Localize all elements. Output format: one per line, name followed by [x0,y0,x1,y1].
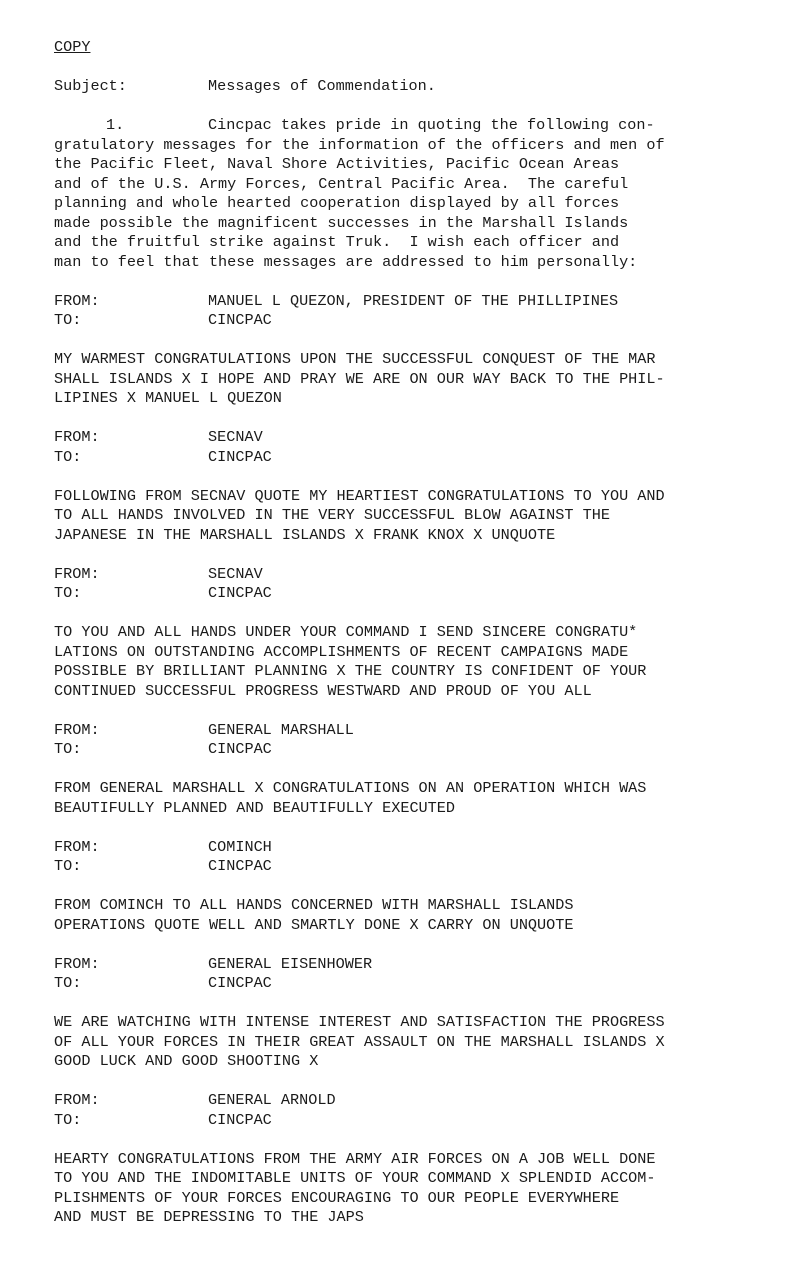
spacer [54,467,754,487]
from-row [54,721,754,741]
message-sender: GENERAL MARSHALL [208,720,354,739]
from-row-label: FROM: [54,428,100,446]
message-text-line: AND MUST BE DEPRESSING TO THE JAPS [54,1208,364,1226]
from-row [54,955,754,975]
message-text-line: SHALL ISLANDS X I HOPE AND PRAY WE ARE ON OUR WAY BACK TO THE PHIL- [54,369,665,388]
to-row [54,448,754,468]
message-text-line: FROM GENERAL MARSHALL X CONGRATULATIONS ON AN OPERATION WHICH WAS [54,779,647,797]
message-recipient: CINCPAC [208,740,272,758]
paragraph-number: 1. [106,116,125,134]
message-text-line: GOOD LUCK AND GOOD SHOOTING X [54,1052,319,1070]
spacer [54,818,754,838]
spacer [54,935,754,955]
message-text-line: TO ALL HANDS INVOLVED IN THE VERY SUCCESSFUL BLOW AGAINST THE [54,506,610,524]
message-text-line: TO YOU AND ALL HANDS UNDER YOUR COMMAND I SEND SINCERE CONGRATU* [54,623,638,641]
to-row-label: TO: [54,584,82,602]
spacer [54,701,754,721]
to-row-label: TO: [54,447,82,466]
from-row-label: FROM: [54,720,100,739]
message-sender: SECNAV [208,428,263,446]
message-block [54,545,754,701]
to-row-label: TO: [54,1110,82,1129]
intro-line: planning and whole hearted cooperation displayed by all forces [54,194,620,212]
message-recipient: CINCPAC [208,1110,272,1129]
spacer [54,1130,754,1150]
spacer [54,409,754,429]
message-text-line: CONTINUED SUCCESSFUL PROGRESS WESTWARD AND PROUD OF YOU ALL [54,681,592,700]
message-sender: GENERAL ARNOLD [208,1091,336,1109]
copy-label: COPY [54,38,91,56]
message-recipient: CINCPAC [208,584,272,602]
intro-line: and the fruitful strike against Truk. I wish each officer and [54,233,620,251]
message-block [54,272,754,409]
to-row-label: TO: [54,740,82,758]
spacer [54,97,754,117]
message-recipient: CINCPAC [208,974,272,992]
message-block [54,409,754,546]
message-text-line: OPERATIONS QUOTE WELL AND SMARTLY DONE X CARRY ON UNQUOTE [54,915,574,934]
to-row [54,740,754,760]
subject-label: Subject: [54,77,127,95]
from-row [54,1091,754,1111]
intro-line: man to feel that these messages are addressed to him personally: [54,252,638,271]
from-row [54,428,754,448]
message-text-line: PLISHMENTS OF YOUR FORCES ENCOURAGING TO OUR PEOPLE EVERYWHERE [54,1188,620,1207]
message-sender: GENERAL EISENHOWER [208,954,373,973]
from-row-label: FROM: [54,564,100,583]
message-sender: MANUEL L QUEZON, PRESIDENT OF THE PHILLIPINES [208,291,619,310]
to-row [54,857,754,877]
message-text-line: LATIONS ON OUTSTANDING ACCOMPLISHMENTS OF RECENT CAMPAIGNS MADE [54,642,629,661]
message-text-line: WE ARE WATCHING WITH INTENSE INTEREST AND SATISFACTION THE PROGRESS [54,1013,665,1031]
spacer [54,877,754,897]
from-row [54,838,754,858]
intro-line: the Pacific Fleet, Naval Shore Activities, Pacific Ocean Areas [54,155,620,173]
message-text-line: FOLLOWING FROM SECNAV QUOTE MY HEARTIEST CONGRATULATIONS TO YOU AND [54,486,665,505]
from-row-label: FROM: [54,837,100,856]
message-text-line: LIPINES X MANUEL L QUEZON [54,389,282,407]
spacer [54,1072,754,1092]
spacer [54,331,754,351]
message-text-line: JAPANESE IN THE MARSHALL ISLANDS X FRANK KNOX X UNQUOTE [54,525,556,544]
message-text-line: POSSIBLE BY BRILLIANT PLANNING X THE COUNTRY IS CONFIDENT OF YOUR [54,662,647,680]
from-row-label: FROM: [54,954,100,973]
from-row [54,292,754,312]
to-row-label: TO: [54,857,82,875]
intro-line: made possible the magnificent successes in the Marshall Islands [54,213,629,232]
to-row-label: TO: [54,311,82,329]
from-row-label: FROM: [54,1091,100,1109]
intro-first-line [54,116,754,136]
from-row [54,565,754,585]
to-row [54,584,754,604]
spacer [54,58,754,78]
to-row [54,974,754,994]
document-page [54,38,754,1228]
message-text-line: BEAUTIFULLY PLANNED AND BEAUTIFULLY EXECUTED [54,798,456,817]
message-recipient: CINCPAC [208,311,272,329]
message-text-line: FROM COMINCH TO ALL HANDS CONCERNED WITH MARSHALL ISLANDS [54,896,574,914]
message-text-line: HEARTY CONGRATULATIONS FROM THE ARMY AIR FORCES ON A JOB WELL DONE [54,1149,656,1168]
message-text-line: OF ALL YOUR FORCES IN THEIR GREAT ASSAULT ON THE MARSHALL ISLANDS X [54,1032,665,1051]
message-block [54,818,754,935]
message-recipient: CINCPAC [208,447,272,466]
message-block [54,935,754,1072]
message-text-line: MY WARMEST CONGRATULATIONS UPON THE SUCCESSFUL CONQUEST OF THE MAR [54,350,656,368]
messages-list [54,272,754,1228]
intro-line: gratulatory messages for the information of the officers and men of [54,135,665,154]
spacer [54,604,754,624]
spacer [54,994,754,1014]
message-text-line: TO YOU AND THE INDOMITABLE UNITS OF YOUR COMMAND X SPLENDID ACCOM- [54,1169,656,1187]
intro-line: Cincpac takes pride in quoting the following con- [208,116,655,134]
intro-line: and of the U.S. Army Forces, Central Pacific Area. The careful [54,174,629,193]
subject-row [54,77,754,97]
spacer [54,760,754,780]
message-sender: COMINCH [208,837,272,856]
to-row [54,311,754,331]
spacer [54,545,754,565]
message-recipient: CINCPAC [208,857,272,875]
message-sender: SECNAV [208,564,263,583]
spacer [54,272,754,292]
from-row-label: FROM: [54,291,100,310]
to-row [54,1111,754,1131]
message-block [54,701,754,818]
message-block [54,1072,754,1228]
subject-value: Messages of Commendation. [208,77,436,95]
to-row-label: TO: [54,974,82,992]
